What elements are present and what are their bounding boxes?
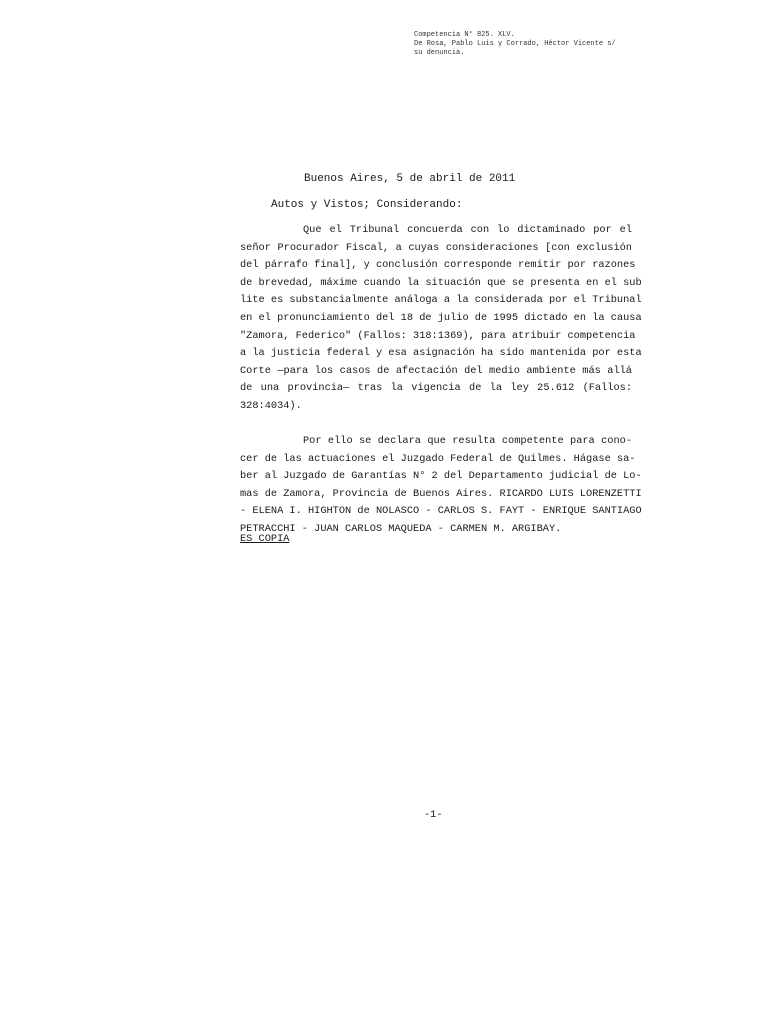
paragraph-resolution — [240, 433, 642, 539]
text-line: PETRACCHI - JUAN CARLOS MAQUEDA - CARMEN M. ARGIBAY. — [240, 522, 562, 535]
text-line: Corte —para los casos de afectación del medio ambiente más allá — [240, 364, 632, 377]
text-line: de una provincia— tras la vigencia de la ley 25.612 (Fallos: — [240, 382, 632, 395]
case-number: Competencia N° 825. XLV. — [414, 31, 515, 39]
text-line: ber al Juzgado de Garantías N° 2 del Departamento judicial de Lo- — [240, 470, 642, 483]
text-line: Por ello se declara que resulta competente para cono- — [303, 435, 632, 447]
text-line: cer de las actuaciones el Juzgado Federal de Quilmes. Hágase sa- — [240, 452, 636, 465]
opening-line: Autos y Vistos; Considerando: — [271, 199, 463, 211]
text-line: en el pronunciamiento del 18 de julio de 1995 dictado en la causa — [240, 311, 642, 324]
text-line: señor Procurador Fiscal, a cuyas consideraciones [con exclusión — [240, 241, 632, 254]
case-header — [414, 31, 616, 58]
text-line: lite es substancialmente análoga a la considerada por el Tribunal — [240, 294, 642, 307]
text-line: 328:4034). — [240, 399, 302, 412]
text-line: Que el Tribunal concuerda con lo dictaminado por el — [303, 224, 632, 236]
date-line: Buenos Aires, 5 de abril de 2011 — [304, 173, 516, 185]
text-line: "Zamora, Federico" (Fallos: 318:1369), para atribuir competencia — [240, 329, 636, 342]
es-copia-label: ES COPIA — [240, 533, 290, 545]
text-line: de brevedad, máxime cuando la situación que se presenta en el sub — [240, 276, 642, 289]
text-line: - ELENA I. HIGHTON de NOLASCO - CARLOS S. FAYT - ENRIQUE SANTIAGO — [240, 505, 642, 518]
text-line: del párrafo final], y conclusión corresponde remitir por razones — [240, 259, 636, 272]
paragraph-considerando — [240, 222, 642, 416]
case-parties: De Rosa, Pablo Luis y Corrado, Héctor Vicente s/ — [414, 40, 616, 48]
text-line: a la justicia federal y esa asignación ha sido mantenida por esta — [240, 347, 642, 360]
text-line: mas de Zamora, Provincia de Buenos Aires. RICARDO LUIS LORENZETTI — [240, 487, 642, 500]
page-number: -1- — [424, 809, 443, 821]
case-subject: su denuncia. — [414, 49, 465, 57]
